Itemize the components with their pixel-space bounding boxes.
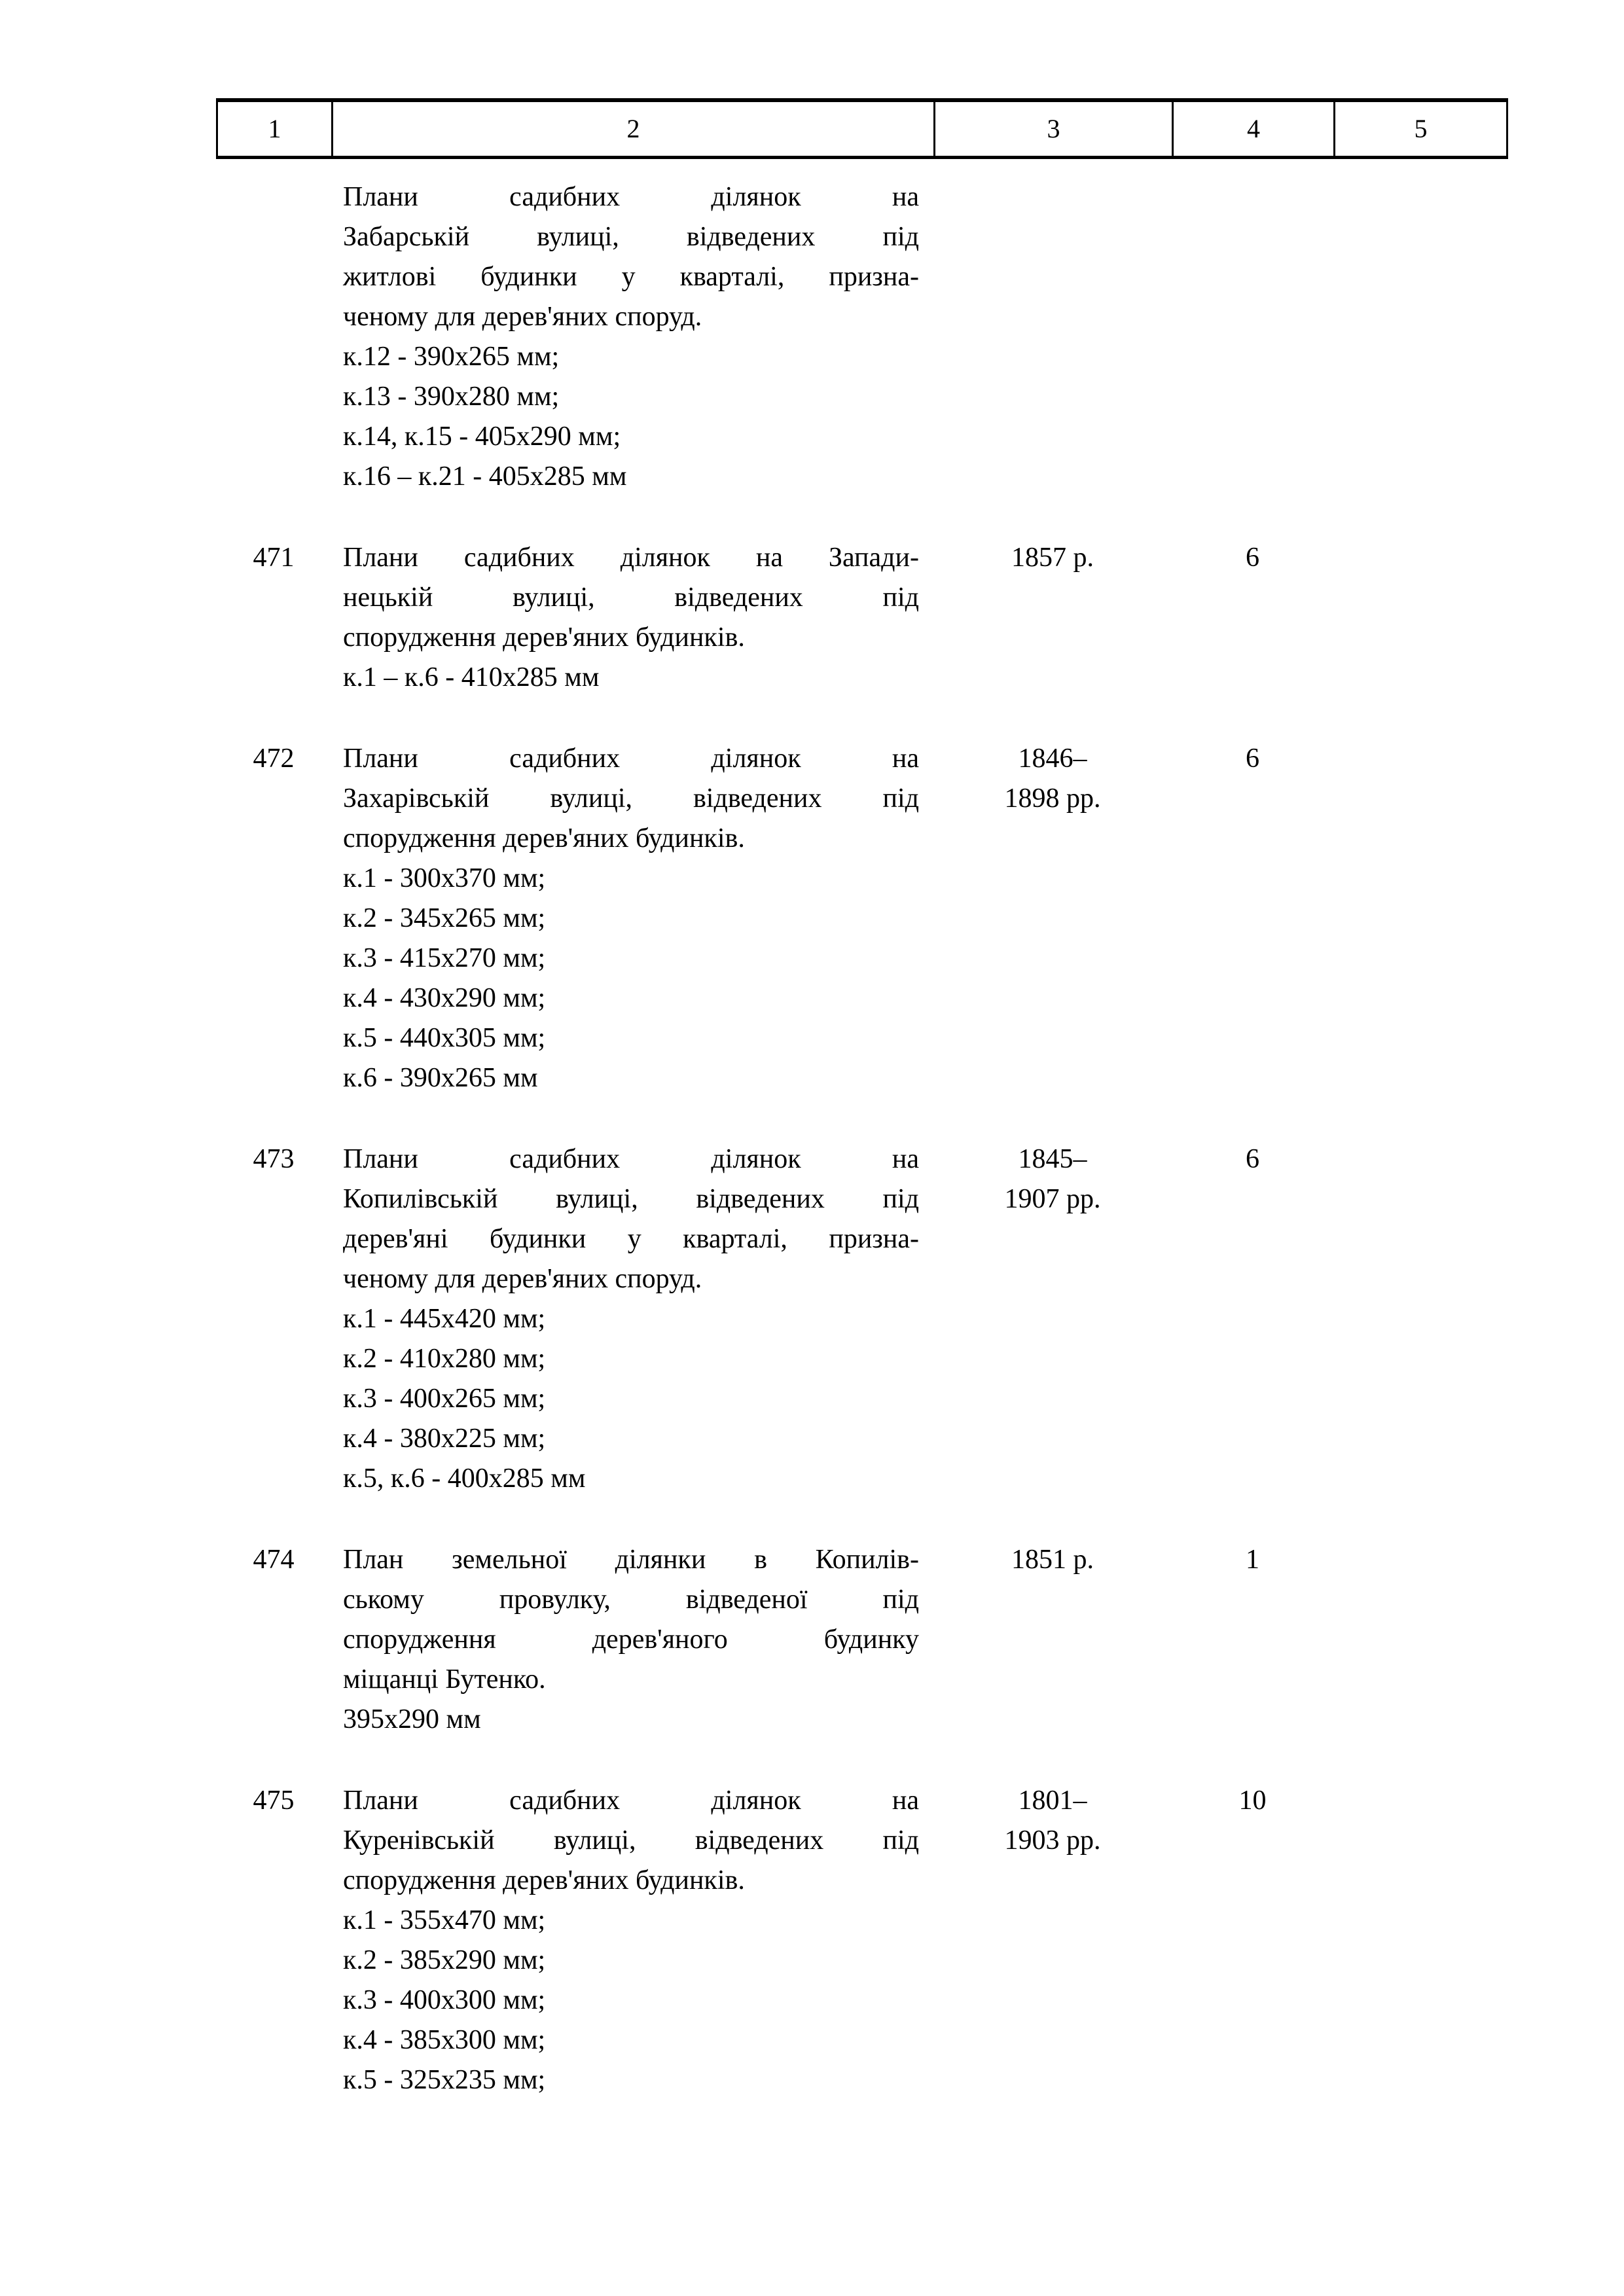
dimension-line: к.5, к.6 - 400х285 мм bbox=[343, 1463, 586, 1494]
table-row bbox=[216, 1139, 1508, 1499]
dimension-line: к.2 - 345х265 мм; bbox=[343, 903, 546, 933]
description-line: спорудження дерев'яних будинків. bbox=[343, 1865, 745, 1895]
entry-notes bbox=[1333, 1781, 1508, 2100]
dimension-line: к.13 - 390х280 мм; bbox=[343, 382, 560, 412]
entry-date bbox=[933, 1781, 1172, 2100]
dimension-line: к.6 - 390х265 мм bbox=[343, 1063, 538, 1093]
header-col-2: 2 bbox=[331, 102, 933, 156]
description-line: Захарівській вулиці, відведених під bbox=[343, 783, 919, 814]
entry-count: 1 bbox=[1246, 1545, 1259, 1575]
description-line: нецькій вулиці, відведених під bbox=[343, 583, 919, 613]
description-line: Куренівській вулиці, відведених під bbox=[343, 1825, 919, 1856]
table-row bbox=[216, 739, 1508, 1098]
entry-notes bbox=[1333, 177, 1508, 497]
description-line: Плани садибних ділянок на Запади- bbox=[343, 543, 919, 573]
dimension-line: к.3 - 415х270 мм; bbox=[343, 943, 546, 973]
description-line: Плани садибних ділянок на bbox=[343, 182, 919, 212]
description-line: міщанці Бутенко. bbox=[343, 1664, 546, 1695]
entry-count: 6 bbox=[1246, 744, 1259, 774]
entry-number: 473 bbox=[253, 1144, 295, 1174]
dimension-line: к.4 - 430х290 мм; bbox=[343, 983, 546, 1013]
dimension-line: к.3 - 400х265 мм; bbox=[343, 1384, 546, 1414]
description-line: Плани садибних ділянок на bbox=[343, 1785, 919, 1816]
entry-description bbox=[331, 1540, 933, 1740]
dimension-line: к.4 - 380х225 мм; bbox=[343, 1424, 546, 1454]
table-header bbox=[216, 98, 1508, 159]
entry-number: 474 bbox=[253, 1545, 295, 1575]
header-col-3: 3 bbox=[933, 102, 1172, 156]
entry-date bbox=[933, 177, 1172, 497]
description-line: Копилівській вулиці, відведених під bbox=[343, 1184, 919, 1214]
dimension-line: к.3 - 400х300 мм; bbox=[343, 1985, 546, 2015]
dimension-line: к.5 - 440х305 мм; bbox=[343, 1023, 546, 1053]
description-line: спорудження дерев'яних будинків. bbox=[343, 823, 745, 853]
entry-number: 471 bbox=[253, 543, 295, 573]
entry-notes bbox=[1333, 739, 1508, 1098]
header-col-4: 4 bbox=[1172, 102, 1333, 156]
inventory-table bbox=[216, 98, 1508, 2100]
entry-date bbox=[933, 1139, 1172, 1499]
entry-description bbox=[331, 1139, 933, 1499]
date-line: 1851 р. bbox=[1011, 1545, 1094, 1575]
description-line: ченому для дерев'яних споруд. bbox=[343, 302, 702, 332]
description-line: спорудження дерев'яних будинків. bbox=[343, 622, 745, 653]
entry-description bbox=[331, 538, 933, 698]
description-line: Забарській вулиці, відведених під bbox=[343, 222, 919, 252]
date-line: 1898 рр. bbox=[1004, 783, 1101, 814]
dimension-line: к.1 - 355х470 мм; bbox=[343, 1905, 546, 1935]
table-row bbox=[216, 177, 1508, 497]
entry-notes bbox=[1333, 1540, 1508, 1740]
dimension-line: к.5 - 325х235 мм; bbox=[343, 2065, 546, 2095]
entry-date bbox=[933, 538, 1172, 698]
description-line: дерев'яні будинки у кварталі, призна- bbox=[343, 1224, 919, 1254]
entry-notes bbox=[1333, 538, 1508, 698]
entry-count: 6 bbox=[1246, 1144, 1259, 1174]
description-line: План земельної ділянки в Копилів- bbox=[343, 1545, 919, 1575]
entry-count: 6 bbox=[1246, 543, 1259, 573]
dimension-line: к.2 - 385х290 мм; bbox=[343, 1945, 546, 1975]
entry-date bbox=[933, 1540, 1172, 1740]
entry-date bbox=[933, 739, 1172, 1098]
entry-number: 472 bbox=[253, 744, 295, 774]
entry-notes bbox=[1333, 1139, 1508, 1499]
date-line: 1907 рр. bbox=[1004, 1184, 1101, 1214]
table-row bbox=[216, 1540, 1508, 1740]
table-row bbox=[216, 1781, 1508, 2100]
description-line: житлові будинки у кварталі, призна- bbox=[343, 262, 919, 292]
date-line: 1801– bbox=[1018, 1785, 1087, 1816]
dimension-line: к.12 - 390х265 мм; bbox=[343, 342, 560, 372]
date-line: 1857 р. bbox=[1011, 543, 1094, 573]
date-line: 1903 рр. bbox=[1004, 1825, 1101, 1856]
description-line: Плани садибних ділянок на bbox=[343, 1144, 919, 1174]
entry-description bbox=[331, 177, 933, 497]
date-line: 1846– bbox=[1018, 744, 1087, 774]
entry-description bbox=[331, 739, 933, 1098]
dimension-line: к.14, к.15 - 405х290 мм; bbox=[343, 422, 621, 452]
entry-number: 475 bbox=[253, 1785, 295, 1816]
dimension-line: к.1 – к.6 - 410х285 мм bbox=[343, 662, 600, 692]
description-line: спорудження дерев'яного будинку bbox=[343, 1624, 919, 1655]
description-line: Плани садибних ділянок на bbox=[343, 744, 919, 774]
dimension-line: к.1 - 300х370 мм; bbox=[343, 863, 546, 893]
table-row bbox=[216, 538, 1508, 698]
entry-description bbox=[331, 1781, 933, 2100]
dimension-line: к.16 – к.21 - 405х285 мм bbox=[343, 461, 627, 492]
date-line: 1845– bbox=[1018, 1144, 1087, 1174]
dimension-line: 395х290 мм bbox=[343, 1704, 481, 1734]
entries bbox=[216, 159, 1508, 2100]
entry-count: 10 bbox=[1238, 1785, 1267, 1816]
dimension-line: к.4 - 385х300 мм; bbox=[343, 2025, 546, 2055]
entry-count bbox=[1172, 177, 1333, 497]
dimension-line: к.1 - 445х420 мм; bbox=[343, 1304, 546, 1334]
header-col-5: 5 bbox=[1333, 102, 1508, 156]
description-line: ському провулку, відведеної під bbox=[343, 1585, 919, 1615]
dimension-line: к.2 - 410х280 мм; bbox=[343, 1344, 546, 1374]
entry-number bbox=[216, 177, 331, 497]
description-line: ченому для дерев'яних споруд. bbox=[343, 1264, 702, 1294]
header-col-1: 1 bbox=[216, 102, 331, 156]
